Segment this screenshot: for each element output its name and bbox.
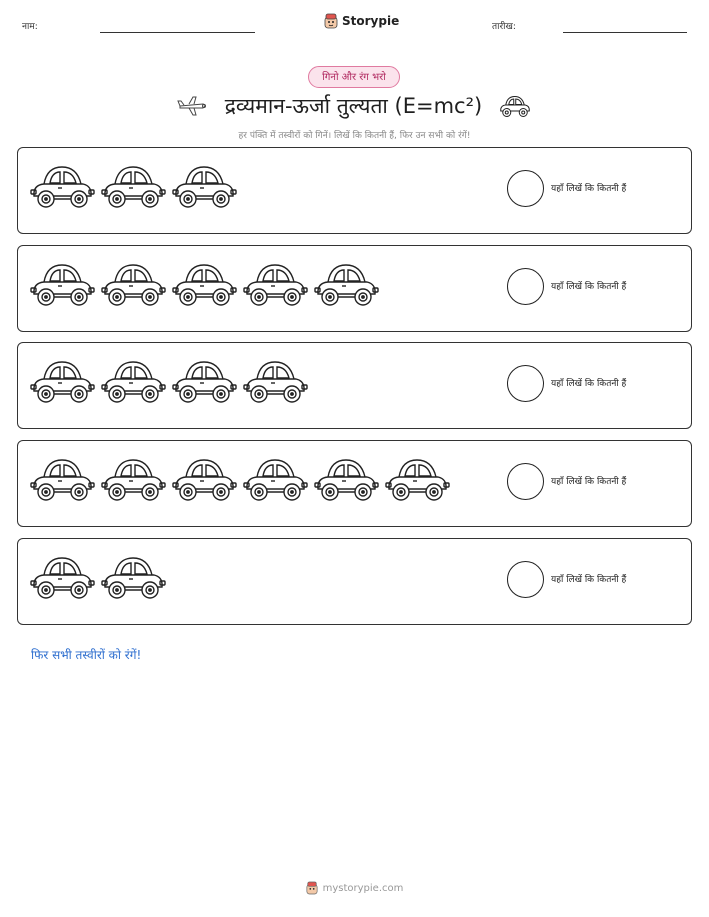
car-icon	[172, 260, 237, 308]
car-icon	[30, 260, 95, 308]
date-line[interactable]	[563, 32, 687, 33]
airplane-icon	[177, 95, 209, 117]
car-group	[30, 553, 166, 601]
answer-label: यहाँ लिखें कि कितनी हैं	[551, 575, 627, 585]
name-line[interactable]	[100, 32, 255, 33]
activity-badge: गिनो और रंग भरो	[308, 66, 400, 88]
count-row-1	[17, 147, 692, 234]
car-icon	[498, 94, 532, 118]
car-group	[30, 357, 308, 405]
footer-url[interactable]: mystorypie.com	[322, 882, 404, 894]
car-icon	[30, 455, 95, 503]
storypie-logo-icon	[306, 881, 318, 895]
name-label: नाम:	[22, 22, 38, 32]
car-icon	[101, 455, 166, 503]
brand-name: Storypie	[342, 14, 400, 28]
car-group	[30, 260, 379, 308]
car-icon	[101, 162, 166, 210]
answer-circle[interactable]	[507, 463, 544, 500]
car-icon	[30, 357, 95, 405]
car-icon	[243, 357, 308, 405]
car-icon	[314, 455, 379, 503]
car-icon	[243, 455, 308, 503]
car-group	[30, 455, 450, 503]
title-row	[0, 92, 709, 120]
answer-label: यहाँ लिखें कि कितनी हैं	[551, 477, 627, 487]
answer-label: यहाँ लिखें कि कितनी हैं	[551, 379, 627, 389]
car-icon	[30, 162, 95, 210]
answer-label: यहाँ लिखें कि कितनी हैं	[551, 282, 627, 292]
car-icon	[101, 357, 166, 405]
car-icon	[385, 455, 450, 503]
answer-circle[interactable]	[507, 170, 544, 207]
date-label: तारीख:	[492, 22, 516, 32]
storypie-logo-icon	[324, 13, 338, 29]
car-icon	[172, 455, 237, 503]
instruction-text: हर पंक्ति में तस्वीरों को गिनें। लिखें कि कितनी हैं, फिर उन सभी को रंगें!	[238, 131, 471, 141]
count-row-3	[17, 342, 692, 429]
footer-instruction: फिर सभी तस्वीरों को रंगें!	[31, 648, 142, 662]
car-icon	[172, 162, 237, 210]
car-icon	[30, 553, 95, 601]
answer-circle[interactable]	[507, 268, 544, 305]
car-icon	[314, 260, 379, 308]
answer-circle[interactable]	[507, 365, 544, 402]
car-icon	[172, 357, 237, 405]
answer-label: यहाँ लिखें कि कितनी हैं	[551, 184, 627, 194]
brand	[324, 13, 399, 29]
car-icon	[101, 553, 166, 601]
worksheet-title: द्रव्यमान-ऊर्जा तुल्यता (E=mc²)	[224, 94, 483, 118]
count-row-2	[17, 245, 692, 332]
count-row-4	[17, 440, 692, 527]
car-group	[30, 162, 237, 210]
car-icon	[243, 260, 308, 308]
footer	[0, 881, 709, 895]
count-row-5	[17, 538, 692, 625]
car-icon	[101, 260, 166, 308]
answer-circle[interactable]	[507, 561, 544, 598]
